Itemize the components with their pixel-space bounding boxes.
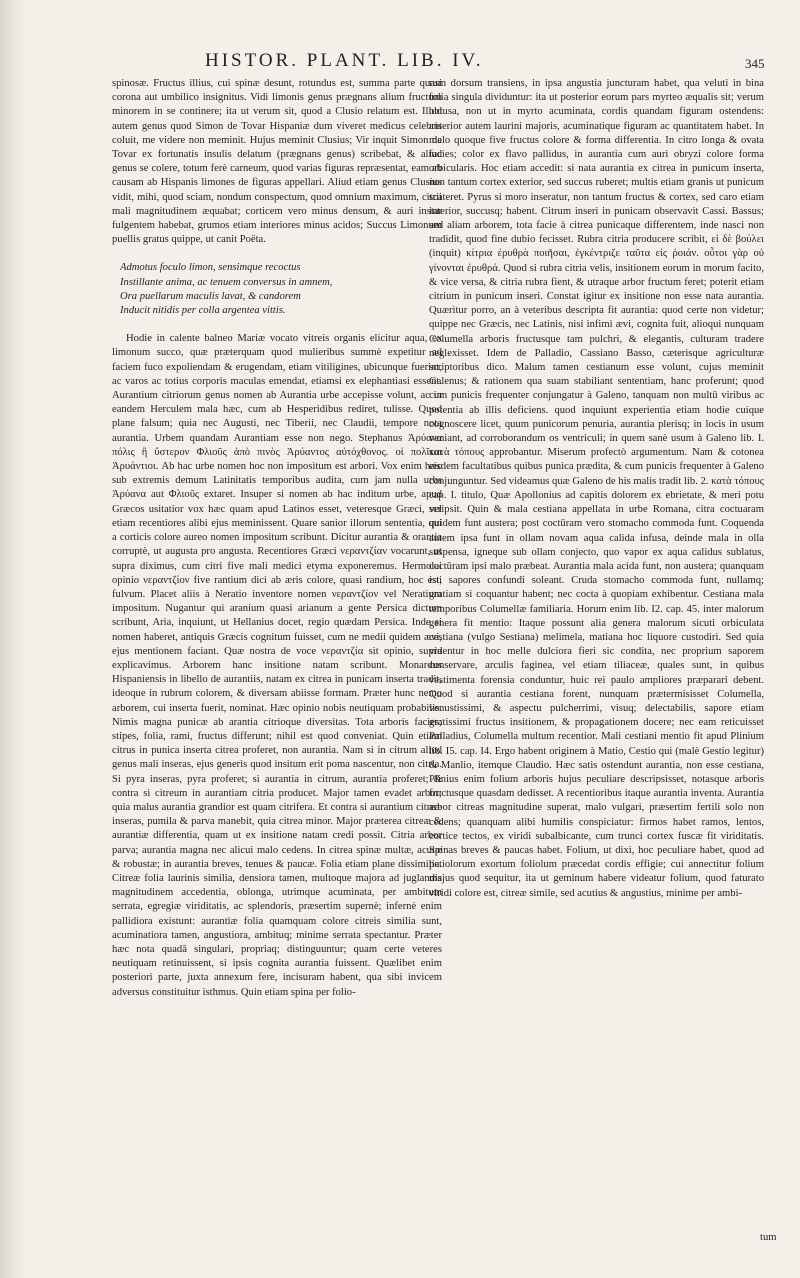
poem-quotation [120, 261, 442, 318]
catchword: tum [760, 1232, 777, 1243]
poem-line: Inducit nitidis per colla argentea vittis. [120, 305, 286, 317]
paragraph: spinosæ. Fructus illius, cui spinæ desunt, rotundus est, summa parte quasi corona aut umbilico insignitus. Vidi limonis genus prægnans alium fructum minorem in se continere; ita ut verum sit, quod a Clusio relatum est. Illud autem genus quod Simon de Tovar Hispaniæ dum viveret medicus celebris coluit, me videre non meminit. Hujus meminit Clusius; Vir inquit Simon de Tovar ex fortunatis insulis delatum (prægnans genus) scribebat, & aliud genus se colere, totum ferè carneum, quod varias figuras repræsentat, eam ab causam ab Hispanis limones de figuras appellari. Aliud etiam genus Clusius vidit, mihi, quod sciam, nondum conspectum, quod omnium maximum, citrii mali magnitudinem æquabat; corticem vero minus densum, & auri instar fulgentem habebat, grumos etiam interiores minus acidos; Succus Limonum puellis gratus quippe, ut canit Poëta. [112, 78, 442, 246]
right-text-column [429, 77, 764, 904]
paragraph: Hodie in calente balneo Mariæ vocato vitreis organis elicitur aqua, ex limonum succo, quæ præterquam quod mulieribus summè expetitur ad faciem fuco expoliendam & erugendam, etiam vitiligines, ubicunque fuerint, ac varos ac totius corporis maculas emendat, etiamsi ex elephantiasi essent. Aurantium citriorum genus nomen ab Aurantia urbe accepisse volunt, ac in eandem Herculem mala hæc, cum ab Hesperidibus rediret, tulisse. Quod plane falsum; quia nec Augusti, nec Tiberii, nec Claudii, tempore nota aurantia. Urbem quandam Aurantiam esse non nego. Stephanus Ἀρύανα πόλις ἢ ὕστερον Φλιοῦς ἀπὸ πινὸς Ἀρύαντος αὐτόχθονος. οἱ πολῖται Ἀρυάντιοι. Ab hac urbe nomen hoc non impositum est arbori. Vox enim hæc sub extremis demum Latinitatis temporibus audita, cum jam nulla urbs Ἀρύανα aut Φλιοῦς extaret. Insuper si nomen ab hac inditum urbe, apud Græcos usitatior vox hæc quam apud Latinos esset, veteresque Græci, vel etiam recentiores alibi ejus meminissent. Quare sanior illorum sententia, qui a corticis colore aureo nomen impositum scribunt. Dicitur aurantia & orantia corruptè, ut augusta pro angusta. Recentiores Græci νεραντζίαν vocarunt, ut supra diximus, cum citri five mali medici etyma exponeremus. Hermolai opinio νεραντζίον five rantium dici ab æris colore, quasi randium, hoc est, fulvum. Placet aliis à Neratio inventore nomen νεραντζίον vel Neratium impositum. Nugantur qui aranium quasi arianum a gente Persica dictum scribunt, Aria, inquiunt, ut Hellanius docet, regio quædam Persica. Inde si nomen haberet, antiquis Græcis cognitum fuisset, cum ne medii quidem ævi, ejus mentionem faciant. Quæ nostra de voce νεραντζία sit opinio, supra explicavimus. Arborem hanc insitione natam scribunt. Monardus Hispaniensis in libello de aurantiis, natam ex citrea in punicam inserta tradit, ideoque in rubrum colorem, & diversam abiisse formam. Præter hunc nemo arborem, cui inserta fuerit, nominat. Hæc opinio nobis neutiquam probabilis. Nimis magna punicæ ab arantia citrioque diversitas. Tota arboris facies; stipes, folia, rami, fructus differunt; nihil est quod conveniat. Quin etiam citrus in punica inserta citrea proferet, non aurantia. Nam si in citrum aliud genus mali inseras, ejus generis quod insitum erit poma nascentur, non citria. Si pyra inseras, pyra proferet; si aurantia in citrum, aurantia proferet; & contra si citreum in aurantiam citria producet. Major tamen evadet arbor; quia malus aurantia grandior est quam citrifera. Et contra si aurantium citreæ inseras, pumila & parva manebit, quia citrea minor. Major præterea citreæ & aurantiæ differentia, quam ut ex insitione natam credi possit. Citria arbor parva; aurantia magna nec alicui malo cedens. In citrea spinæ multæ, acutæ & robustæ; in aurantia breves, tenues & paucæ. Folia etiam plane dissimilia. Citreæ folia laurinis similia, densiora tamen, multoque majora ad juglandis magnitudinem accedentia, oblonga, utrimque acuminata, per ambitum serrata, egregiæ viriditatis, ac splendoris, præsertim supernè; infernè enim pallidiora existunt: aurantiæ folia quamquam colore citreis similia sunt, acuminatiora tamen, angustiora, ambituq; minime serrata spectantur. Præter hæc nota quadā singulari, propriaq; distinguuntur; quam certe veteres neutiquam retinuissent, si ipsis cognita aurantia fuissent. Quælibet enim posteriori parte, juxta annexum fere, incisuram habent, qua sibi invicem adversus constituitur isthmus. Quin etiam spina per folio- [112, 333, 442, 998]
page-number: 345 [745, 56, 765, 71]
left-text-column [112, 77, 442, 1003]
poem-line: Ora puellarum maculis lavat, & candorem [120, 290, 301, 302]
running-head: HISTOR. PLANT. LIB. IV. [205, 50, 484, 71]
page-gutter-shadow [0, 0, 28, 1278]
poem-line: Instillante anima, ac tenuem conversus in amnem, [120, 276, 333, 288]
paragraph: rum dorsum transiens, in ipsa angustia juncturam habet, qua veluti in bina folia singula dividuntur: ita ut posterior eorum pars myrteo æqualis sit; verum obtusa, non ut in myrto acuminata, cordis quandam figuram ostendens: anterior autem laurini majoris, acuminatique figuram ac quantitatem habet. In malo quoque five fructus colore & forma differentia. In citro longa & ovata facies; color ex flavo pallidus, in aurantia cum auri obryzi colore forma orbicularis. Hoc etiam accedit: si nata aurantia ex citrea in punicum inserta, non tantum cortex exterior, sed succus ruberet; multis etiam granis ut punicum scateret. Pyrus si moro inseratur, non tantum fructus & cortex, sed caro etiam interior, succusq; habent. Citrum inseri in punicam observavit Cassi. Bassus; sed aliam arborem, tota facie à citrea punicaque differentem, inde nasci non tradidit, quod fine dubio fecisset. Rubra citria producere scribit, εἰ δὲ βούλει (inquit) κίτρια ἐρυθρὰ ποιῆσαι, ἐγκέντριζε ταῦτα εἰς ῥοιάν. οὗτοι γὰρ οὐ γίνονται ἐρυθρά. Quod si rubra citria velis, insitionem eorum in morum facito, & vice versa, & citria rubra fient, & utraque arbor fructum feret; poterit etiam citrium in punicum inseri. Constat igitur ex insitione non esse nata aurantia. Quæritur porro, an à veteribus descripta fit aurantia: quod certe non videtur; quippe nec Græcis, nec Latinis, nisi infimi ævi, cognita fuit, alioqui nunquam Columella arboris fructusque tam pulchri, & elegantis, culturam tradere neglexisset. Idem de Palladio, Cassiano Basso, cæterisque agriculturæ scriptoribus dico. Malum tamen cestianum esse volunt, cujus meminit Galenus; & rationem qua suam stabiliant sententiam, hanc proferunt; quod cum punicis frequenter conjungatur à Galeno, tanquam non multū viribus ac potentia ab illis deficiens. quod inquiunt experientia etiam hodie cuique cognoscere licet, quum punicorum penuria, aurantia plerisq; in locis in usum veniant, ad corroborandum os ventriculi; in quem sanè usum à Galeno lib. I. κατὰ τόπους approbantur. Miserum profectò argumentum. Nam & cotonea eisdem facultatibus quibus punica prædita, & cum punicis frequenter à Galeno conjunguntur. Sed videamus quæ Galeno de his malis tradit lib. 2. κατὰ τόπους cap. I. titulo, Quæ Apollonius ad capitis dolorem ex ebrietate, & meri potu scripsit. Quin & mala cestiana appellata in urbe Romana, citra coctuaram quidem funt austera; post coctūram vero stomacho commoda funt. Coquenda autem ipsa funt in ollam novam aqua calida infusa, deinde mala in olla suspensa, igneque sub ollam conjecto, quo vapor ex aqua calidus sublatus, coctūram ipsi malo præbeat. Aurantia mala acida funt, non austera; quanquam isti sapores confundi soleant. Cruda stomacho commoda funt, nullamq; gratiam si coquantur habent; nec cocta à quopiam exhibentur. Cestiana mala temporibus Columellæ familiaria. Horum enim lib. I2. cap. 45. inter malorum genera fit mentio: Itaque possunt alia genera malorum sicuti orbiculata cestiana (vulgo Sestiana) melimela, matiana hoc liquore custodiri. Sed quia videntur in hoc melle dulciora fieri sic condita, nec proprium saporem conservare, arculis faginea, vel etiam tiliaceæ, quales sunt, in quibus vestimenta forensia conduntur, huic rei paulo ampliores præparari debent. Quod si aurantia cestiana forent, nunquam prætermisisset Columella, venustissimi, & aspectu pulcherrimi, visuq; delectabilis, sapore etiam gratissimi fructus insitionem, & propagationem docere; nec eam reticuisset Palladius, Columella multum recentior. Mali cestiani mentio fit apud Plinium lib. I5. cap. I4. Ergo habent originem à Matio, Cestio qui (malè Gestio legitur) & Manlio, itemque Claudio. Hæc satis ostendunt aurantia, non esse cestiana, Plinius enim folium arboris hujus peculiare descripsisset, notasque arboris fructusque quasdam dedisset. A recentioribus itaque aurantia inventa. Aurantia arbor citreas magnitudine superat, malo vulgari, præsertim fertili solo non cedens; quanquam alibi humilis conspiciatur: firmos habet ramos, lentos, cortice tectos, ex viridi subalbicante, cum trunci cortex fuscæ fit viriditatis. Spinas breves & paucas habet. Folium, ut dixi, hoc peculiare habet, quod ad petiolorum exortum foliolum præcedat cordis effigie; cui annectitur folium majus quod sequitur, ita ut geminum habere videatur folium, quod faturato viridi colore est, citreæ simile, sed acutius & angustius, minime per ambi- [429, 78, 764, 899]
poem-line: Admotus foculo limon, sensimque recoctus [120, 262, 301, 274]
